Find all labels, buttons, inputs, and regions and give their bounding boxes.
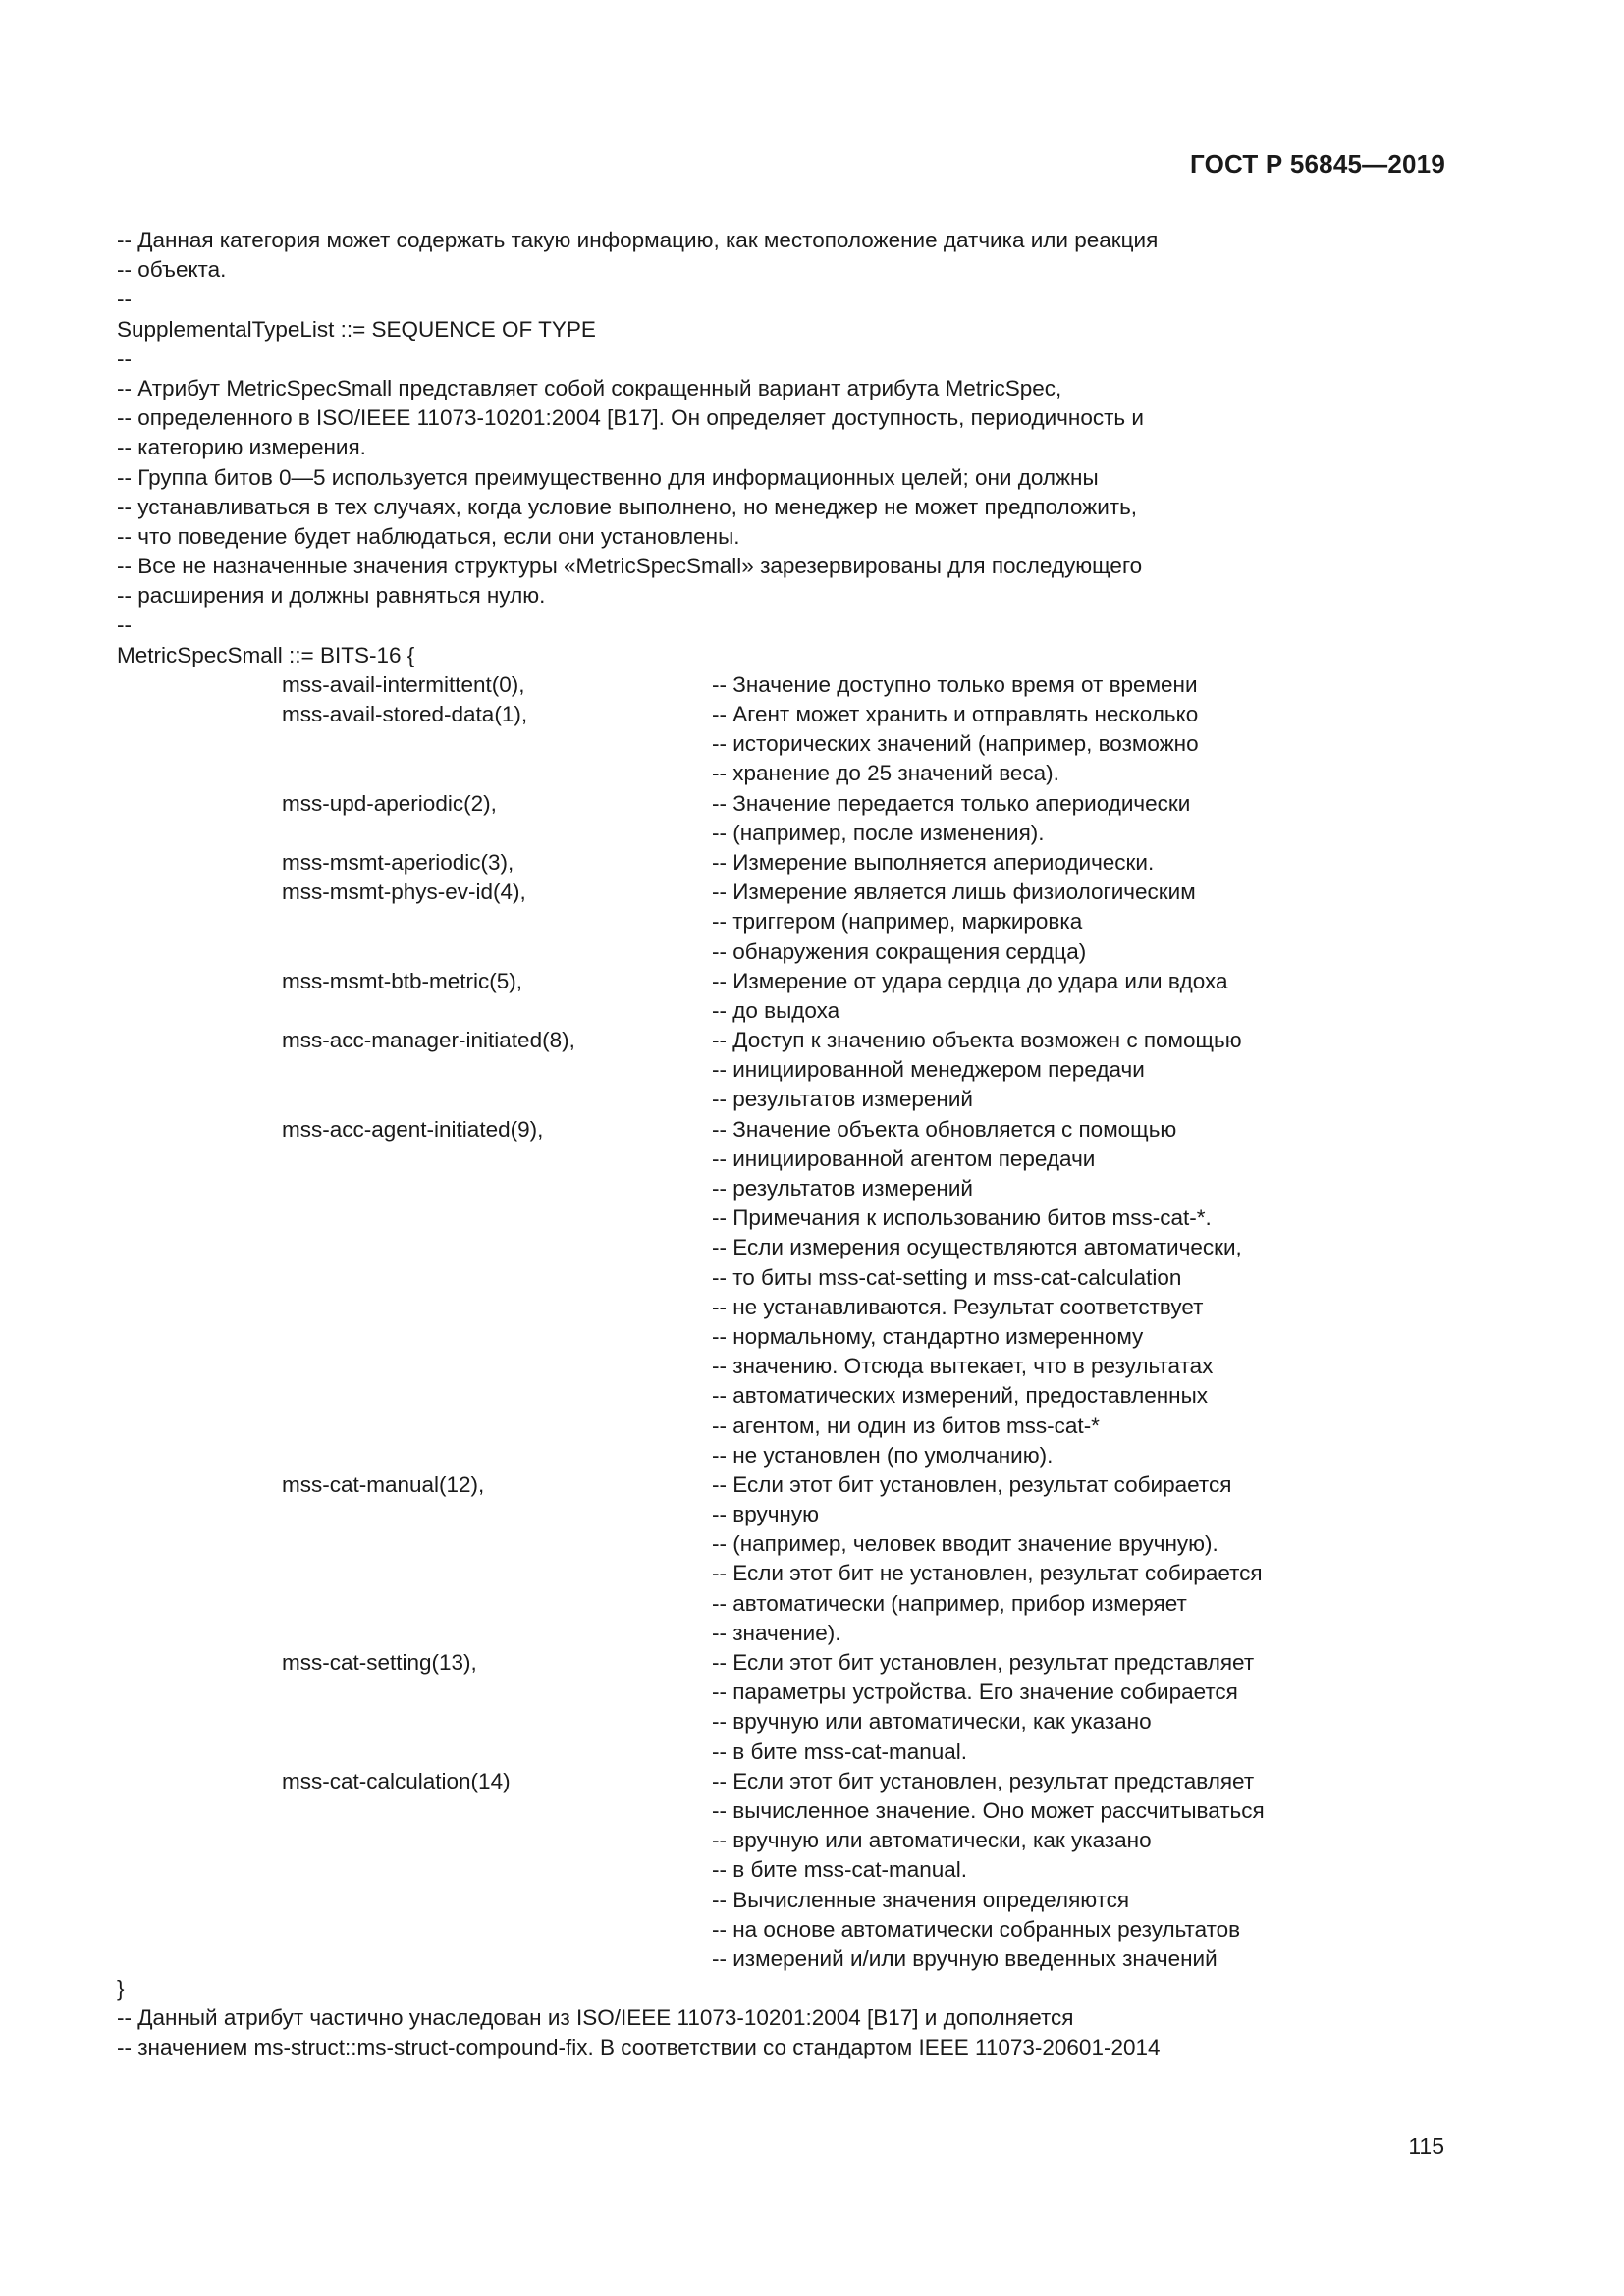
field-comment: -- нормальному, стандартно измеренному — [712, 1323, 1144, 1349]
text-line: -- Данный атрибут частично унаследован из ISO/IEEE 11073-10201:2004 [B17] и дополняется — [117, 2005, 1074, 2031]
field-row — [117, 1559, 1344, 1588]
field-comment: -- хранение до 25 значений веса). — [712, 761, 1059, 786]
field-comment: -- значение). — [712, 1620, 841, 1645]
field-comment: -- агентом, ни один из битов mss-cat-* — [712, 1413, 1100, 1438]
field-row — [117, 1707, 1344, 1736]
field-row — [117, 1945, 1344, 1974]
field-name — [117, 937, 712, 967]
field-comment: -- Примечания к использованию битов mss-cat-*. — [712, 1205, 1212, 1231]
field-name — [117, 1233, 712, 1262]
field-comment: -- (например, человек вводит значение вручную). — [712, 1531, 1218, 1557]
field-comment: -- в бите mss-cat-manual. — [712, 1738, 968, 1764]
field-name — [117, 1145, 712, 1174]
field-name — [117, 1322, 712, 1352]
field-name — [117, 819, 712, 848]
field-row — [117, 1322, 1344, 1352]
field-comment: -- обнаружения сокращения сердца) — [712, 938, 1087, 964]
field-name — [117, 1293, 712, 1322]
field-name — [117, 1352, 712, 1381]
text-line: -- объекта. — [117, 257, 227, 283]
field-comment: -- измерений и/или вручную введенных значений — [712, 1946, 1218, 1971]
field-name — [117, 1945, 712, 1974]
field-row — [117, 1233, 1344, 1262]
field-row — [117, 670, 1344, 700]
field-comment: -- Измерение выполняется апериодически. — [712, 849, 1155, 875]
field-comment: -- Агент может хранить и отправлять несколько — [712, 702, 1199, 726]
standard-code-header: ГОСТ Р 56845—2019 — [1190, 149, 1445, 179]
field-name — [117, 1559, 712, 1588]
text-line: -- расширения и должны равняться нулю. — [117, 583, 546, 609]
field-comment: -- инициированной менеджером передачи — [712, 1057, 1145, 1083]
field-row — [117, 1648, 1344, 1678]
field-name — [117, 1529, 712, 1559]
field-row — [117, 967, 1344, 996]
field-comment: -- Значение доступно только время от времени — [712, 671, 1198, 697]
field-comment: -- инициированной агентом передачи — [712, 1146, 1096, 1171]
field-name: mss-acc-agent-initiated(9), — [282, 1116, 544, 1142]
field-comment: -- триггером (например, маркировка — [712, 909, 1083, 934]
field-name — [117, 1737, 712, 1767]
field-name — [117, 1055, 712, 1085]
field-name — [117, 729, 712, 759]
field-name — [117, 1203, 712, 1233]
field-row — [117, 878, 1344, 907]
field-row — [117, 1470, 1344, 1500]
field-comment: -- не установлен (по умолчанию). — [712, 1442, 1054, 1468]
field-comment: -- результатов измерений — [712, 1176, 973, 1201]
field-row — [117, 1855, 1344, 1885]
field-row — [117, 848, 1344, 878]
field-name — [117, 1441, 712, 1470]
field-name — [117, 1085, 712, 1114]
field-comment: -- то биты mss-cat-setting и mss-cat-calculation — [712, 1264, 1182, 1290]
field-comment: -- в бите mss-cat-manual. — [712, 1857, 968, 1883]
field-name — [117, 1381, 712, 1411]
field-name — [117, 1589, 712, 1619]
field-row — [117, 1085, 1344, 1114]
field-name: mss-cat-manual(12), — [282, 1471, 485, 1497]
field-row — [117, 789, 1344, 819]
field-name — [117, 759, 712, 788]
field-name: mss-upd-aperiodic(2), — [282, 790, 497, 816]
field-name: mss-avail-intermittent(0), — [282, 671, 525, 697]
text-line: -- определенного в ISO/IEEE 11073-10201:2004 [B17]. Он определяет доступность, периодичность и — [117, 405, 1144, 431]
field-row — [117, 1500, 1344, 1529]
field-name — [117, 996, 712, 1026]
field-row — [117, 1115, 1344, 1145]
field-comment: -- Если этот бит установлен, результат представляет — [712, 1650, 1255, 1675]
bits-field-table — [117, 670, 1344, 1974]
text-line: MetricSpecSmall ::= BITS-16 { — [117, 642, 415, 667]
field-name — [117, 1500, 712, 1529]
field-row — [117, 1026, 1344, 1055]
field-name: mss-msmt-phys-ev-id(4), — [282, 880, 526, 905]
field-comment: -- Доступ к значению объекта возможен с помощью — [712, 1028, 1242, 1053]
document-body — [117, 226, 1344, 2063]
field-name: mss-msmt-aperiodic(3), — [282, 849, 514, 875]
text-line: -- устанавливаться в тех случаях, когда условие выполнено, но менеджер не может предположить, — [117, 494, 1138, 519]
field-comment: -- не устанавливаются. Результат соответствует — [712, 1294, 1204, 1319]
field-name — [117, 907, 712, 936]
field-row — [117, 1174, 1344, 1203]
field-row — [117, 700, 1344, 729]
field-row — [117, 1619, 1344, 1648]
field-name — [117, 1263, 712, 1293]
field-row — [117, 1678, 1344, 1707]
field-comment: -- Если этот бит установлен, результат представляет — [712, 1768, 1255, 1793]
field-comment: -- (например, после изменения). — [712, 820, 1045, 845]
field-row — [117, 729, 1344, 759]
field-row — [117, 1352, 1344, 1381]
field-comment: -- исторических значений (например, возможно — [712, 731, 1199, 757]
text-line: -- Данная категория может содержать такую информацию, как местоположение датчика или реакция — [117, 228, 1159, 252]
field-name — [117, 1174, 712, 1203]
field-row — [117, 1055, 1344, 1085]
field-name — [117, 1855, 712, 1885]
field-name — [117, 1826, 712, 1855]
closing-block — [117, 1974, 1344, 2063]
field-comment: -- Если этот бит установлен, результат собирается — [712, 1471, 1232, 1497]
field-name — [117, 1412, 712, 1441]
intro-block — [117, 226, 1344, 670]
text-line: } — [117, 1976, 125, 2002]
field-row — [117, 996, 1344, 1026]
field-name — [117, 1678, 712, 1707]
field-name — [117, 1886, 712, 1915]
field-comment: -- автоматических измерений, предоставленных — [712, 1383, 1209, 1409]
text-line: -- Атрибут MetricSpecSmall представляет собой сокращенный вариант атрибута MetricSpec, — [117, 375, 1062, 400]
field-row — [117, 1293, 1344, 1322]
field-comment: -- Если этот бит не установлен, результат собирается — [712, 1561, 1263, 1586]
field-row — [117, 1826, 1344, 1855]
field-comment: -- автоматически (например, прибор измеряет — [712, 1590, 1187, 1616]
field-name: mss-acc-manager-initiated(8), — [282, 1028, 575, 1053]
field-comment: -- Измерение от удара сердца до удара или вдоха — [712, 968, 1228, 993]
field-row — [117, 1737, 1344, 1767]
text-line: -- — [117, 287, 132, 312]
field-name: mss-cat-setting(13), — [282, 1650, 477, 1675]
text-line: SupplementalTypeList ::= SEQUENCE OF TYPE — [117, 316, 596, 342]
field-comment: -- параметры устройства. Его значение собирается — [712, 1680, 1238, 1705]
field-row — [117, 1529, 1344, 1559]
field-comment: -- Значение объекта обновляется с помощью — [712, 1116, 1177, 1142]
field-comment: -- до выдоха — [712, 997, 840, 1023]
field-row — [117, 1915, 1344, 1945]
field-row — [117, 759, 1344, 788]
text-line: -- — [117, 346, 132, 371]
field-comment: -- Вычисленные значения определяются — [712, 1887, 1130, 1912]
field-row — [117, 1263, 1344, 1293]
field-comment: -- Если измерения осуществляются автоматически, — [712, 1235, 1242, 1260]
field-comment: -- результатов измерений — [712, 1087, 973, 1112]
text-line: -- Группа битов 0—5 используется преимущественно для информационных целей; они должны — [117, 464, 1099, 490]
page-number: 115 — [1408, 2133, 1444, 2159]
field-name: mss-msmt-btb-metric(5), — [282, 968, 522, 993]
field-row — [117, 1441, 1344, 1470]
field-row — [117, 1145, 1344, 1174]
field-row — [117, 1767, 1344, 1796]
field-comment: -- на основе автоматически собранных результатов — [712, 1916, 1241, 1942]
field-row — [117, 1886, 1344, 1915]
text-line: -- что поведение будет наблюдаться, если они установлены. — [117, 523, 740, 549]
field-name — [117, 1796, 712, 1826]
field-row — [117, 1796, 1344, 1826]
field-name — [117, 1707, 712, 1736]
field-comment: -- вручную или автоматически, как указано — [712, 1828, 1152, 1853]
field-comment: -- вручную или автоматически, как указано — [712, 1709, 1152, 1735]
field-row — [117, 907, 1344, 936]
text-line: -- категорию измерения. — [117, 435, 366, 460]
text-line: -- Все не назначенные значения структуры «MetricSpecSmall» зарезервированы для последующего — [117, 554, 1143, 579]
field-row — [117, 937, 1344, 967]
field-name: mss-avail-stored-data(1), — [282, 702, 528, 726]
field-row — [117, 1381, 1344, 1411]
field-comment: -- значению. Отсюда вытекает, что в результатах — [712, 1354, 1214, 1379]
field-row — [117, 1412, 1344, 1441]
field-comment: -- вычисленное значение. Оно может рассчитываться — [712, 1797, 1265, 1823]
field-comment: -- Измерение является лишь физиологическим — [712, 880, 1196, 905]
field-row — [117, 1203, 1344, 1233]
field-name: mss-cat-calculation(14) — [282, 1768, 511, 1793]
field-comment: -- вручную — [712, 1502, 819, 1527]
field-name — [117, 1619, 712, 1648]
field-name — [117, 1915, 712, 1945]
text-line: -- — [117, 613, 132, 638]
field-row — [117, 1589, 1344, 1619]
text-line: -- значением ms-struct::ms-struct-compound-fix. В соответствии со стандартом IEEE 11073-20601-2014 — [117, 2035, 1161, 2060]
field-comment: -- Значение передается только апериодически — [712, 790, 1191, 816]
field-row — [117, 819, 1344, 848]
